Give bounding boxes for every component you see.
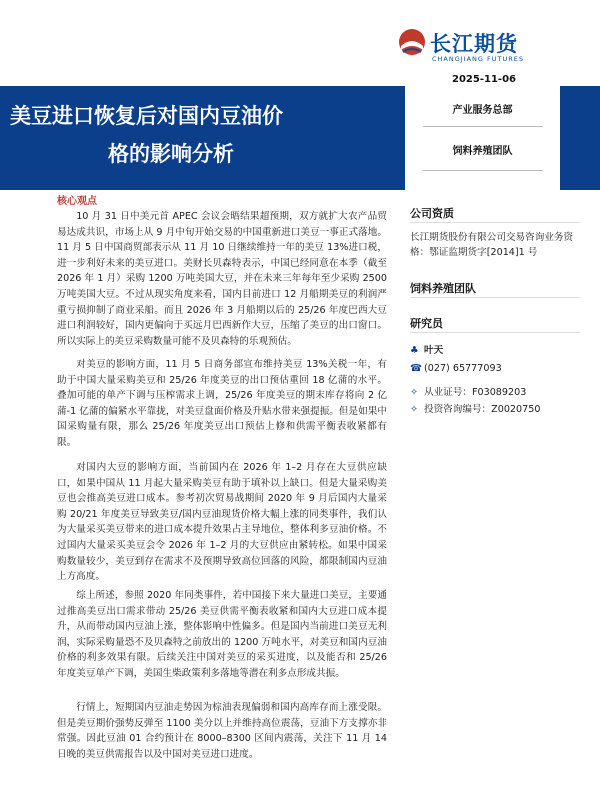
paragraph-2: 对美豆的影响方面，11 月 5 日商务部宣布维持美豆 13%关税一年，有助于中国大量采购美豆和 25/26 年度美豆的出口预估重回 18 亿蒲的水平。叠加可能的单产下调与压榨需求上调，25/26 年度美豆的期末库存将向 2 亿蒲-1 亿蒲的偏紧水平靠拢，对美豆盘面价格及升贴水带来强提振。但是如果中国采购量有限，那么 25/26 年度美豆出口预估上修和供需平衡表收紧都有限。: [57, 359, 387, 448]
phone-number: (027) 65777093: [424, 363, 502, 374]
qualification-text: 长江期货股份有限公司交易咨询业务资格：鄂证监期货字[2014]1 号: [410, 232, 574, 258]
title-line-2: 格的影响分析: [108, 142, 234, 166]
license-row: [410, 384, 585, 398]
report-title: [0, 86, 400, 182]
report-date: 2025-11-06: [452, 74, 516, 85]
paragraph-4: 综上所述，参照 2020 年同类事件，若中国接下来大量进口美豆，主要通过推高美豆出口需求带动 25/26 美豆供需平衡表收紧和国内大豆进口成本提升，从而带动国内豆油上涨，整体影响中性偏多。但是国内当前进口美豆无利润，实际采购量恐不及贝森特之前放出的 1200 万吨水平，对美豆和国内豆油价格的利多效果有限。后续关注中国对美豆的采买进度，以及能否和 25/26 年度美豆单产下调，美国生柴政策利多落地等潜在利多点形成共振。: [57, 590, 387, 679]
researcher-heading: 研究员: [410, 317, 443, 330]
team-heading: 饲料养殖团队: [410, 282, 476, 295]
consult-license-row: [410, 401, 585, 415]
phone-icon: ☎: [410, 363, 422, 374]
consult-license-number: 投资咨询编号：Z0020750: [424, 404, 541, 415]
license-number: 从业证号：F03089203: [424, 387, 527, 398]
meta-box: [405, 86, 560, 190]
paragraph-3: 对国内大豆的影响方面，当前国内在 2026 年 1–2 月存在大豆供应缺口，如果中国从 11 月起大量采购美豆有助于填补以上缺口。但是大量采购美豆也会推高美豆进口成本。参考初次贸易战期间 2020 年 9 月后国内大量采购 20/21 年度美豆导致美豆/国内豆油现货价格大幅上涨的同类事件，我们认为大量采买美豆带来的进口成本提升效果占主导地位，整体利多豆油价格。不过国内大量采买美豆会令 2026 年 1–2 月的大豆供应由紧转松。如果中国采购数量较少，美豆到存在需求不及预期导致高位回落的风险，都限制国内豆油上方高度。: [57, 462, 387, 583]
paragraph-1: 10 月 31 日中美元首 APEC 会议会晤结果超预期，双方就扩大农产品贸易达成共识，市场上从 9 月中旬开始交易的中国重新进口美豆一事正式落地。11 月 5 日中国商贸部表示从 11 月 10 日继续维持一年的美豆 13%进口税，进一步利好未来的美豆进口。美财长贝森特表示，中国已经同意在本季（截至 2026 年 1 月）采购 1200 万吨美国大豆，并在未来三年每年至少采购 2500 万吨美国大豆。不过从现实角度来看，国内目前进口 12 月船期美豆的利润严重亏损抑制了商业采船。而且 2026 年 3 月船期以后的 25/26 年度巴西大豆进口利润较好，国内更偏向于买远月巴西新作大豆，压缩了美豆的出口窗口。所以实际上的美豆采购数量可能不及贝森特的乐观预估。: [57, 211, 387, 347]
person-icon: ♣: [410, 345, 419, 356]
meta-divider: [423, 170, 543, 171]
core-view-heading: 核心观点: [57, 196, 97, 207]
divider: [410, 222, 580, 223]
brand-name: 长江期货: [430, 32, 518, 56]
diamond-icon: ✧: [410, 404, 419, 415]
meta-divider: [423, 126, 543, 127]
brand-name-en: CHANGJIANG FUTURES: [432, 55, 524, 63]
divider: [410, 332, 580, 333]
phone-row: [410, 363, 585, 374]
department: 产业服务总部: [452, 105, 513, 116]
paragraph-5: 行情上，短期国内豆油走势因为棕油表现偏弱和国内高库存而上涨受限。但是美豆期价强势反弹至 1100 美分以上并维持高位震荡，豆油下方支撑亦非常强。因此豆油 01 合约预计在 8000–8300 区间内震荡，关注下 11 月 14 日晚的美豆供需报告以及中国对美豆进口进度。: [57, 702, 387, 760]
divider: [410, 297, 580, 298]
team: 饲料养殖团队: [452, 146, 513, 157]
qualification-heading: 公司资质: [410, 207, 454, 220]
researcher-name: 叶天: [424, 345, 444, 356]
researcher-row: [410, 342, 585, 356]
diamond-icon: ✧: [410, 387, 419, 398]
title-line-1: 美豆进口恢复后对国内豆油价: [10, 104, 283, 128]
